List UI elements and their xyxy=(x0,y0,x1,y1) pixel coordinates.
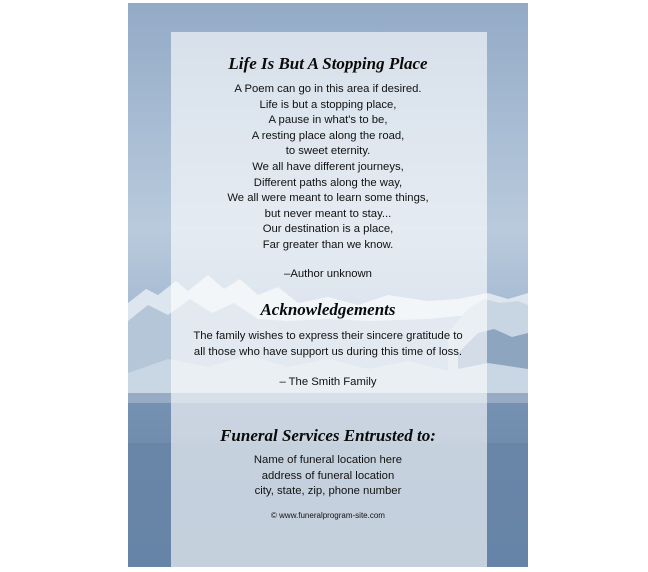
services-body xyxy=(128,453,528,500)
acknowledgement-line: The family wishes to express their sincere gratitude to xyxy=(193,330,463,342)
acknowledgements-title: Acknowledgements xyxy=(260,300,396,319)
poem-line: We all have different journeys, xyxy=(252,160,404,173)
poem-line: Our destination is a place, xyxy=(262,223,394,236)
poem-line: A Poem can go in this area if desired. xyxy=(234,83,422,95)
poem-line: Life is but a stopping place, xyxy=(259,98,397,111)
poem-line: We all were meant to learn some things, xyxy=(227,192,429,205)
poem-line: Different paths along the way, xyxy=(253,176,403,189)
poem-author: –Author unknown xyxy=(284,268,372,280)
acknowledgements-body xyxy=(128,329,528,360)
poem-line: A pause in what's to be, xyxy=(268,114,388,127)
copyright-footer: © www.funeralprogram-site.com xyxy=(271,511,385,520)
poem-line: to sweet eternity. xyxy=(285,145,371,158)
service-detail-line: Name of funeral location here xyxy=(253,454,403,466)
poem-line: Far greater than we know. xyxy=(262,238,394,251)
poem-line: A resting place along the road, xyxy=(251,129,405,142)
services-title: Funeral Services Entrusted to: xyxy=(220,426,436,445)
family-signature: – The Smith Family xyxy=(279,376,377,388)
service-detail-line: city, state, zip, phone number xyxy=(254,485,402,498)
service-detail-line: address of funeral location xyxy=(261,469,395,482)
poem-line: but never meant to stay... xyxy=(264,207,392,220)
poem-title: Life Is But A Stopping Place xyxy=(228,54,428,73)
poem-body xyxy=(128,82,528,254)
acknowledgement-line: all those who have support us during this time of loss. xyxy=(193,345,463,358)
